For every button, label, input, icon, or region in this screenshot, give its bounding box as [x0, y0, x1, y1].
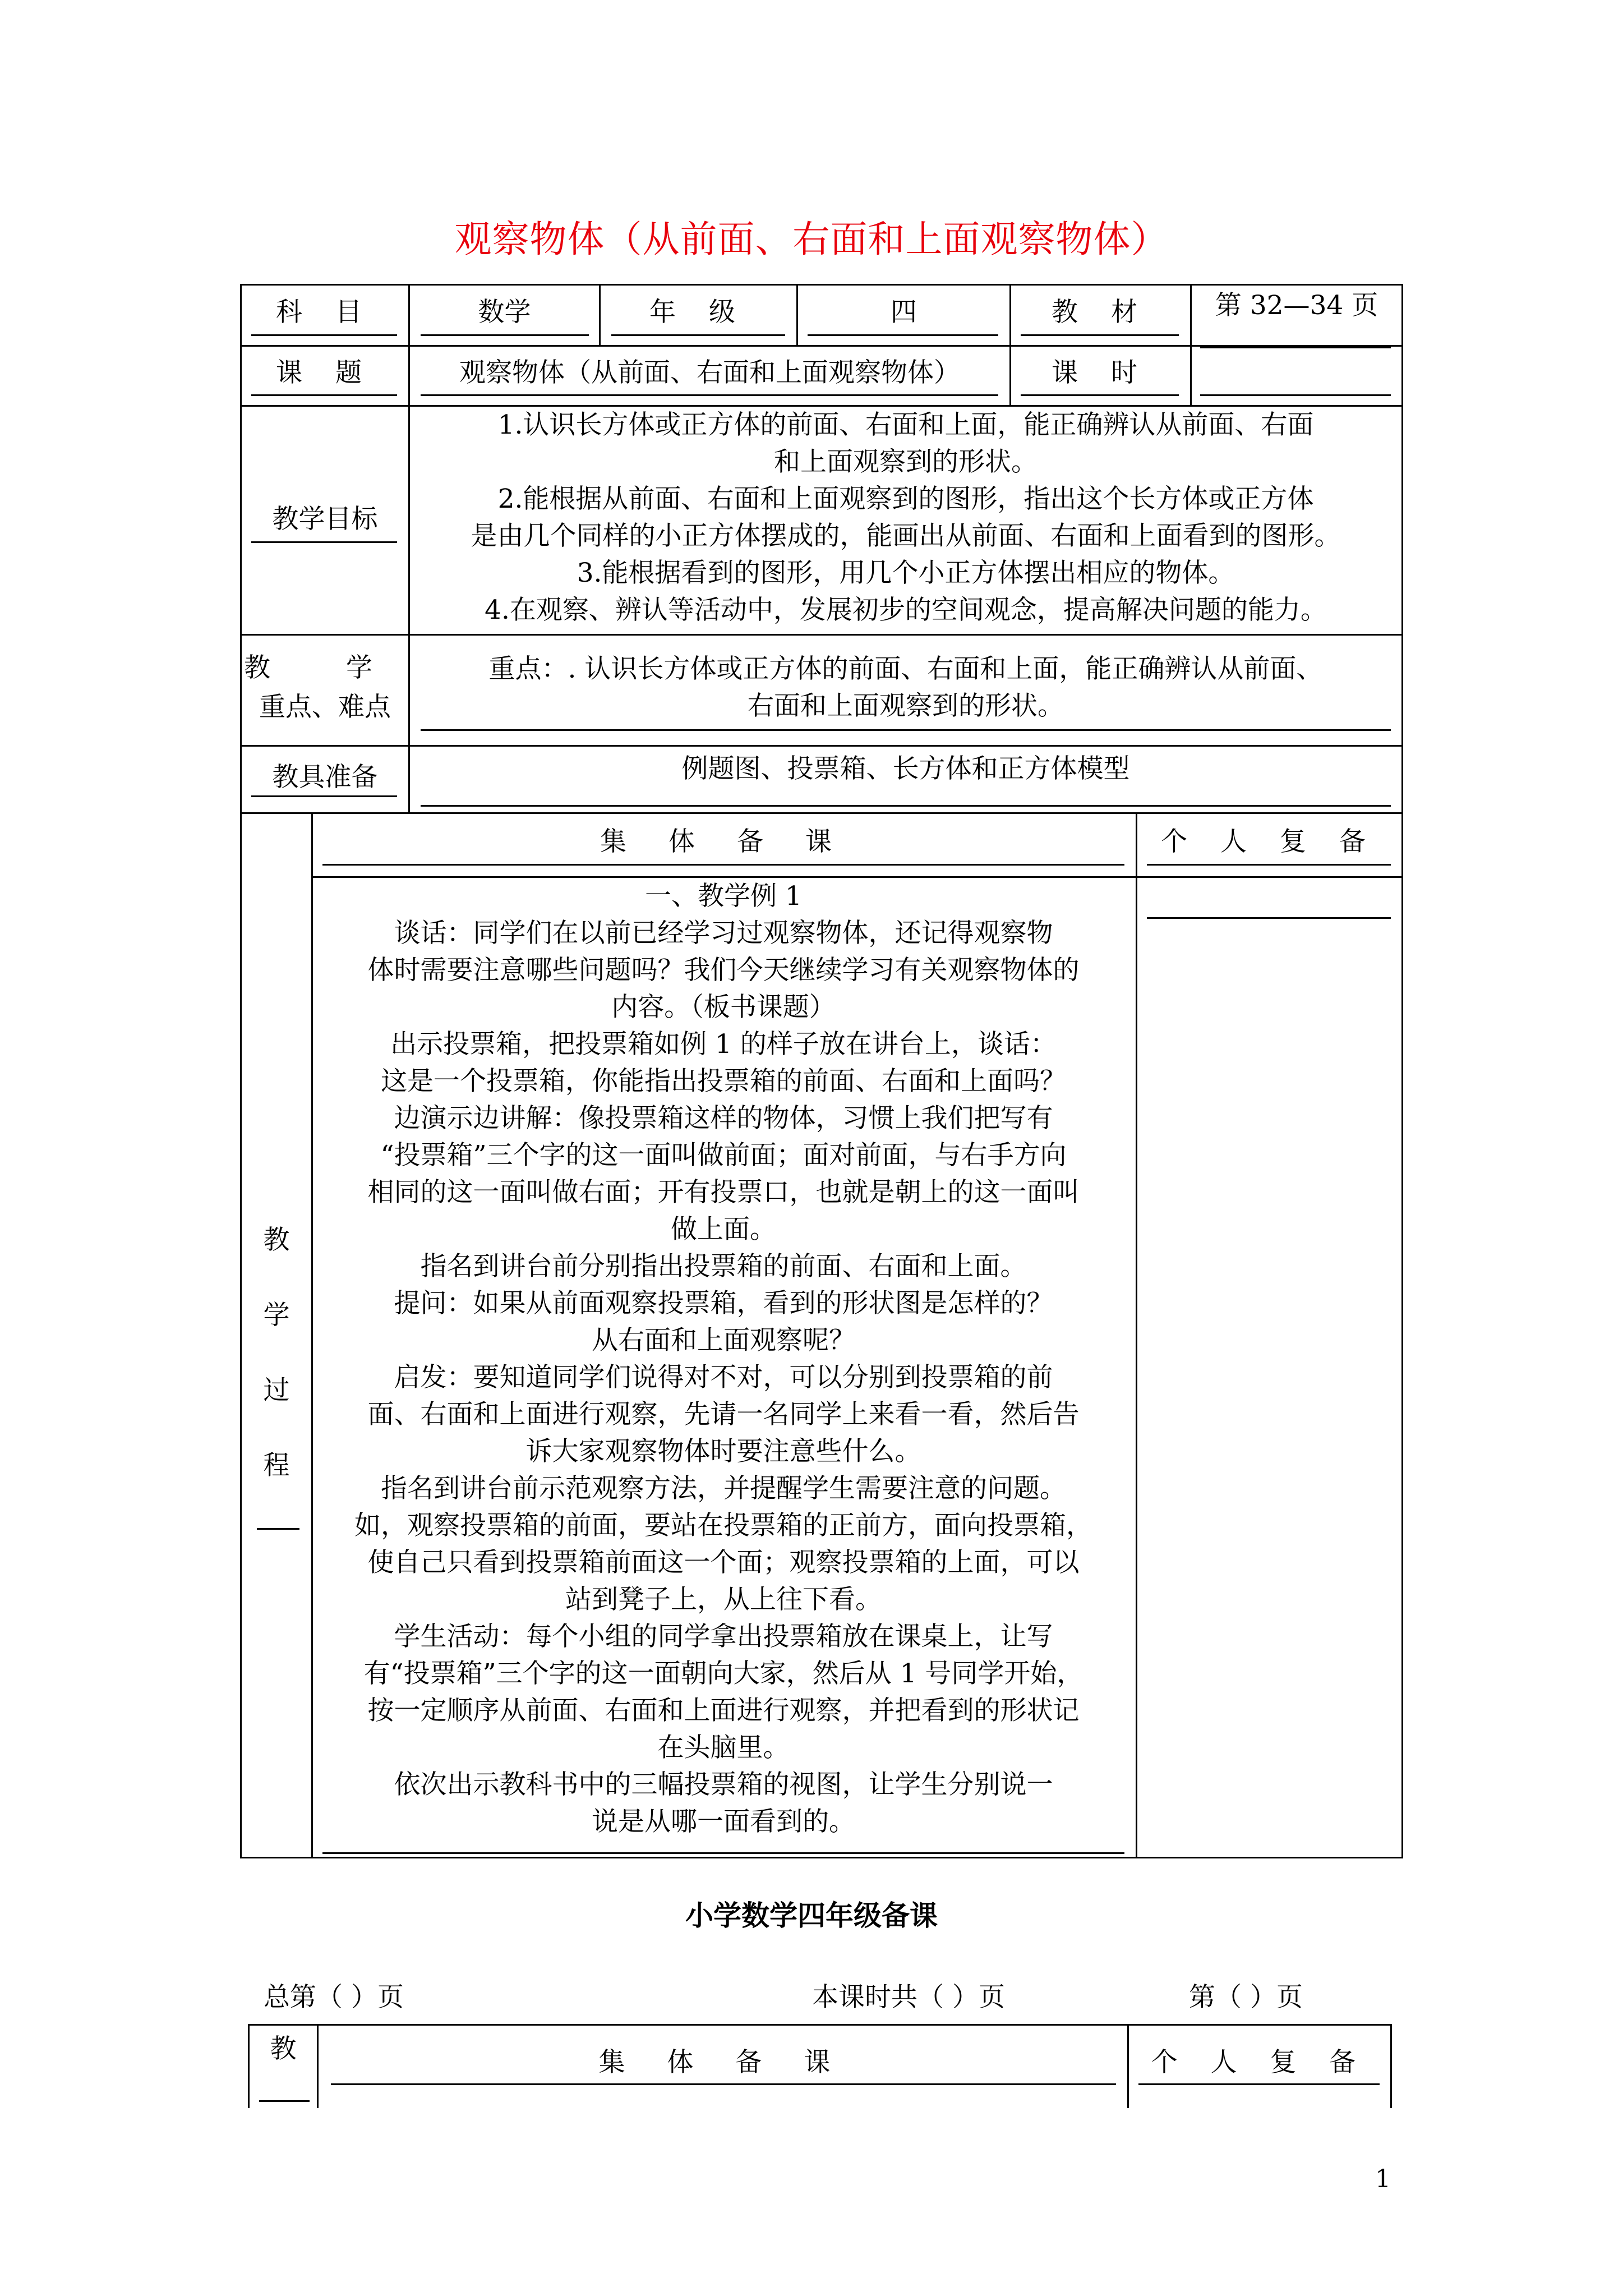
- keypoints-label-line1: 教 学: [244, 652, 406, 683]
- grade-value: 四: [891, 297, 917, 328]
- textbook-label: 教 材: [1052, 297, 1150, 328]
- process-line: 指名到讲台前分别指出投票箱的前面、右面和上面。: [420, 1251, 1027, 1282]
- subject-value: 数学: [478, 297, 531, 328]
- personal-prep-header: 个 人 复 备: [1161, 826, 1378, 857]
- page-number: 1: [1375, 2165, 1391, 2193]
- process-line: 内容。（板书课题）: [611, 992, 836, 1023]
- process-line: 按一定顺序从前面、右面和上面进行观察，并把看到的形状记: [367, 1695, 1080, 1726]
- process-line: 体时需要注意哪些问题吗？我们今天继续学习有关观察物体的: [367, 955, 1080, 986]
- process-line: “投票箱”三个字的这一面叫做前面；面对前面，与右手方向: [380, 1140, 1067, 1171]
- footer-side-char: 教: [270, 2033, 297, 2064]
- process-line: 谈话：同学们在以前已经学习过观察物体，还记得观察物: [394, 918, 1053, 949]
- objective-line: 4.在观察、辨认等活动中，发展初步的空间观念，提高解决问题的能力。: [485, 595, 1327, 625]
- collective-prep-header: 集 体 备 课: [600, 826, 849, 857]
- footer-subtitle: 小学数学四年级备课: [685, 1899, 938, 1932]
- process-line: 诉大家观察物体时要注意些什么。: [525, 1436, 921, 1467]
- process-side-char: 教: [263, 1225, 290, 1255]
- process-line: 站到凳子上，从上往下看。: [565, 1584, 882, 1615]
- topic-value: 观察物体（从前面、右面和上面观察物体）: [459, 357, 960, 388]
- total-page-field: 总第（ ）页: [264, 1982, 404, 2013]
- process-side-char: 学: [263, 1300, 290, 1331]
- process-body: [322, 878, 1124, 1841]
- process-side-char: 程: [263, 1450, 290, 1481]
- process-line: 做上面。: [671, 1214, 776, 1245]
- objective-line: 1.认识长方体或正方体的前面、右面和上面，能正确辨认从前面、右面: [497, 409, 1314, 440]
- process-line: 指名到讲台前示范观察方法，并提醒学生需要注意的问题。: [381, 1473, 1066, 1504]
- period-label: 课 时: [1052, 357, 1150, 388]
- objective-line: 3.能根据看到的图形，用几个小正方体摆出相应的物体。: [577, 558, 1235, 588]
- footer-personal-header: 个 人 复 备: [1151, 2047, 1368, 2078]
- keypoint-line: 右面和上面观察到的形状。: [748, 691, 1064, 721]
- process-line: 说是从哪一面看到的。: [592, 1806, 855, 1837]
- keypoints-text: [421, 651, 1391, 725]
- process-line: 使自己只看到投票箱前面这一个面；观察投票箱的上面，可以: [367, 1547, 1080, 1578]
- process-line: 提问：如果从前面观察投票箱，看到的形状图是怎样的？: [394, 1288, 1053, 1319]
- objectives-label: 教学目标: [272, 504, 378, 535]
- process-line: 依次出示教科书中的三幅投票箱的视图，让学生分别说一: [394, 1769, 1053, 1800]
- objective-line: 2.能根据从前面、右面和上面观察到的图形，指出这个长方体或正方体: [497, 484, 1314, 514]
- process-line: 边演示边讲解：像投票箱这样的物体，习惯上我们把写有: [394, 1103, 1053, 1134]
- footer-collective-header: 集 体 备 课: [598, 2047, 847, 2078]
- materials-value: 例题图、投票箱、长方体和正方体模型: [681, 753, 1130, 784]
- objectives-text: [421, 407, 1391, 629]
- process-line: 相同的这一面叫做右面；开有投票口，也就是朝上的这一面叫: [367, 1177, 1080, 1208]
- process-line: 面、右面和上面进行观察，先请一名同学上来看一看，然后告: [367, 1399, 1080, 1430]
- subject-label: 科 目: [276, 297, 374, 328]
- objective-line: 和上面观察到的形状。: [774, 447, 1038, 477]
- keypoint-line: 重点：. 认识长方体或正方体的前面、右面和上面，能正确辨认从前面、: [488, 654, 1323, 684]
- process-line: 学生活动：每个小组的同学拿出投票箱放在课桌上，让写: [394, 1621, 1053, 1652]
- keypoints-label-line2: 重点、难点: [259, 692, 391, 723]
- materials-label: 教具准备: [272, 762, 378, 793]
- lesson-pages-field: 本课时共（ ）页: [812, 1982, 1005, 2013]
- process-line: 这是一个投票箱，你能指出投票箱的前面、右面和上面吗？: [381, 1066, 1066, 1097]
- process-line: 从右面和上面观察呢？: [592, 1325, 855, 1356]
- textbook-value: 第 32—34 页: [1215, 290, 1378, 321]
- grade-label: 年 级: [649, 297, 748, 328]
- process-line: 启发：要知道同学们说得对不对，可以分别到投票箱的前: [394, 1362, 1053, 1393]
- page-of-field: 第（ ）页: [1189, 1982, 1303, 2013]
- process-line: 有“投票箱”三个字的这一面朝向大家，然后从 1 号同学开始，: [363, 1658, 1083, 1689]
- process-line: 出示投票箱，把投票箱如例 1 的样子放在讲台上，谈话：: [390, 1029, 1057, 1060]
- document-title: 观察物体（从前面、右面和上面观察物体）: [454, 218, 1169, 261]
- objective-line: 是由几个同样的小正方体摆成的，能画出从前面、右面和上面看到的图形。: [471, 521, 1341, 551]
- process-line: 在头脑里。: [657, 1732, 790, 1763]
- topic-label: 课 题: [276, 357, 374, 388]
- process-side-char: 过: [263, 1375, 290, 1406]
- process-line: 一、教学例 1: [645, 881, 802, 912]
- process-line: 如，观察投票箱的前面，要站在投票箱的正前方，面向投票箱，: [354, 1510, 1092, 1541]
